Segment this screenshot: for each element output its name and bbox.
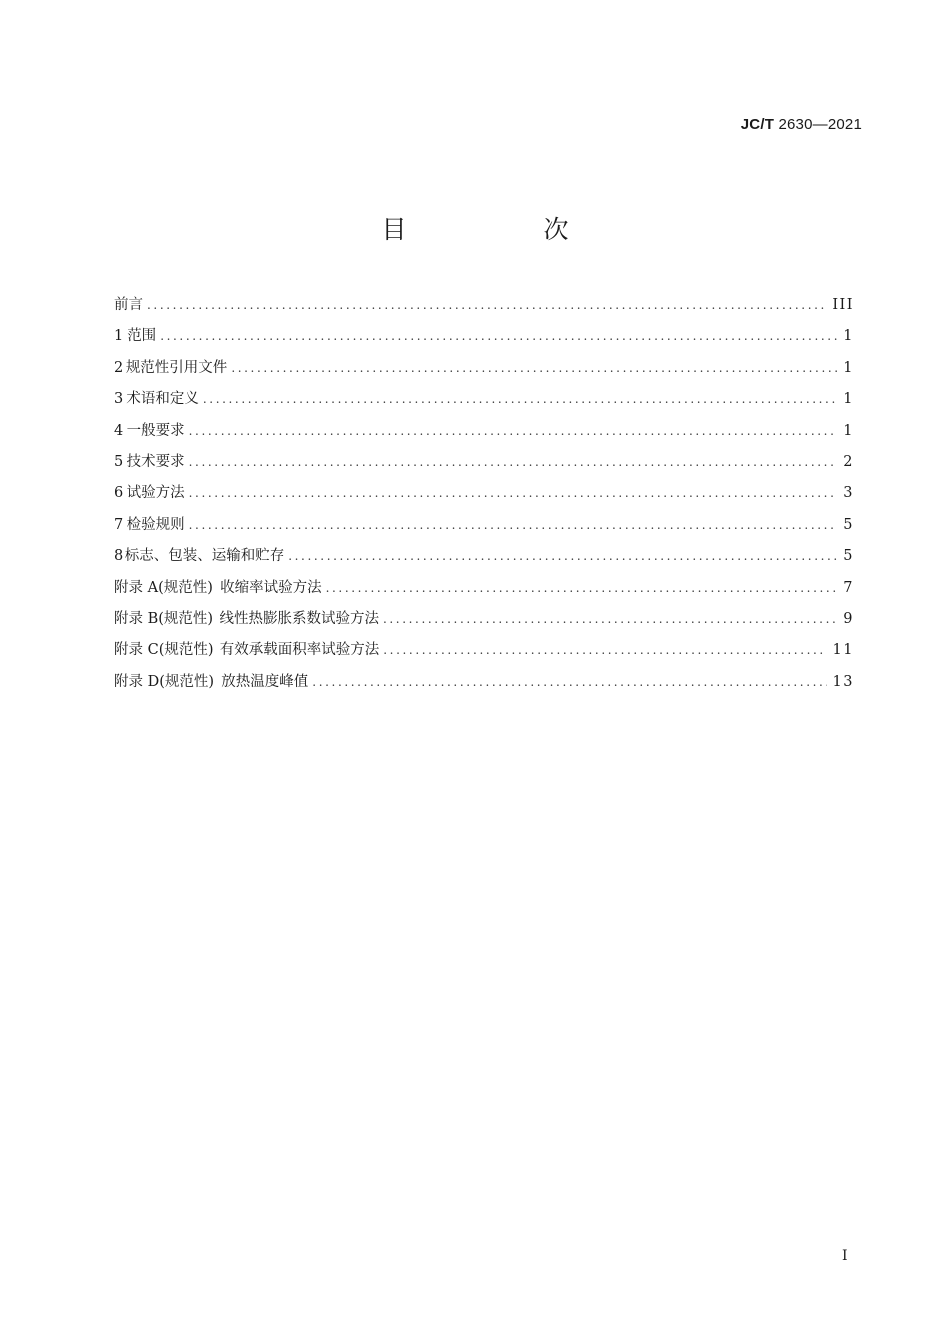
toc-entry-2[interactable] [114, 353, 854, 384]
toc-leader-dots [312, 667, 826, 698]
toc-leader-dots [231, 353, 837, 384]
toc-entry-appendix-c[interactable] [114, 635, 854, 666]
toc-entry-subtitle: 放热温度峰值 [221, 673, 309, 690]
toc-leader-dots [189, 416, 838, 447]
toc-entry-subtitle: 收缩率试验方法 [220, 579, 322, 596]
standard-code-number: 2630—2021 [778, 116, 862, 133]
toc-entry-5[interactable] [114, 447, 854, 478]
toc-entry-1[interactable] [114, 321, 854, 352]
toc-entry-7[interactable] [114, 510, 854, 541]
toc-leader-dots [189, 510, 838, 541]
toc-leader-dots [147, 290, 826, 321]
toc-entry-label: 技术要求 [126, 453, 185, 470]
toc-entry-4[interactable] [114, 416, 854, 447]
toc-entry-number: 7 [114, 516, 124, 533]
toc-entry-page: 13 [832, 673, 854, 690]
toc-leader-dots [383, 604, 837, 635]
toc-entry-label: 附录 C(规范性) [114, 642, 214, 659]
toc-entry-label: 规范性引用文件 [125, 359, 228, 376]
toc-entry-number: 8 [114, 548, 124, 565]
toc-leader-dots [189, 478, 838, 509]
toc-entry-label: 一般要求 [126, 422, 185, 439]
toc-entry-page: 9 [843, 610, 854, 627]
toc-entry-8[interactable] [114, 541, 854, 572]
page-number: I [842, 1248, 848, 1264]
toc-entry-page: 1 [843, 391, 854, 408]
toc-entry-label: 试验方法 [126, 485, 185, 502]
toc-entry-label: 附录 B(规范性) [114, 610, 214, 627]
toc-entry-label: 术语和定义 [126, 391, 199, 408]
toc-leader-dots [288, 541, 837, 572]
toc-entry-6[interactable] [114, 478, 854, 509]
toc-entry-number: 6 [114, 485, 124, 502]
toc-entry-appendix-b[interactable] [114, 604, 854, 635]
toc-entry-page: 5 [843, 516, 854, 533]
toc-entry-number: 5 [114, 453, 124, 470]
table-of-contents [114, 290, 854, 698]
toc-entry-foreword[interactable] [114, 290, 854, 321]
standard-code-prefix: JC/T [740, 116, 775, 133]
toc-entry-label: 前言 [114, 297, 143, 313]
standard-code [741, 116, 862, 133]
toc-entry-number: 4 [114, 422, 124, 439]
toc-entry-page: 1 [843, 328, 854, 345]
toc-entry-number: 3 [114, 391, 124, 408]
toc-entry-label: 附录 A(规范性) [114, 579, 213, 596]
toc-leader-dots [189, 447, 838, 478]
toc-entry-page: 1 [843, 422, 854, 439]
toc-entry-label: 范围 [127, 328, 157, 345]
toc-entry-page: 5 [843, 548, 854, 565]
toc-entry-page: 3 [843, 485, 854, 502]
toc-entry-subtitle: 有效承载面积率试验方法 [219, 642, 380, 659]
toc-leader-dots [326, 573, 838, 604]
toc-leader-dots [160, 321, 837, 352]
toc-entry-page: 11 [832, 642, 854, 659]
toc-entry-label: 附录 D(规范性) [114, 673, 215, 690]
page-title: 目 次 [381, 215, 625, 244]
toc-entry-label: 检验规则 [126, 516, 185, 533]
toc-leader-dots [203, 384, 837, 415]
toc-entry-page: 2 [843, 453, 854, 470]
toc-entry-page: 7 [843, 579, 854, 596]
toc-entry-page: 1 [843, 359, 854, 376]
toc-leader-dots [383, 635, 826, 666]
toc-entry-3[interactable] [114, 384, 854, 415]
toc-entry-appendix-a[interactable] [114, 573, 854, 604]
toc-entry-label: 标志、包装、运输和贮存 [124, 548, 285, 565]
toc-entry-subtitle: 线性热膨胀系数试验方法 [219, 610, 379, 627]
toc-entry-page: III [832, 297, 854, 313]
toc-entry-number: 2 [114, 359, 124, 376]
toc-entry-appendix-d[interactable] [114, 667, 854, 698]
toc-entry-number: 1 [114, 328, 124, 345]
